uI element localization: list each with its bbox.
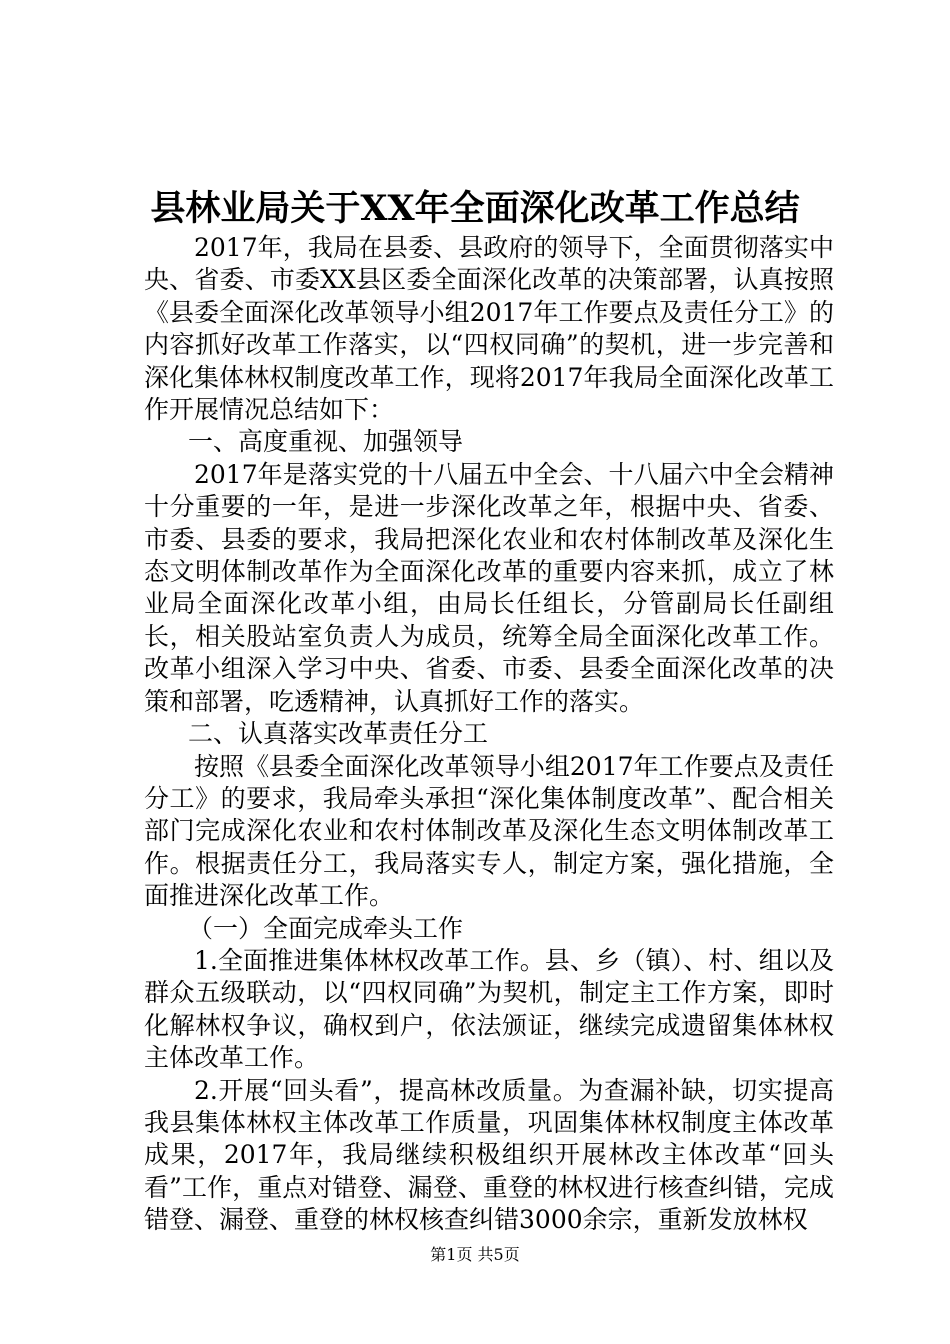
subsection-heading-1: （一）全面完成牵头工作: [188, 913, 464, 943]
paragraph-item-1: 1.全面推进集体林权改革工作。县、乡（镇）、村、组以及群众五级联动，以“四权同确”为契机，制定主工作方案，即时化解林权争议，确权到户，依法颁证，继续完成遗留集体林权主体改革工作。: [144, 945, 834, 1073]
page-number: 第1页 共5页: [430, 1245, 520, 1264]
paragraph-section-2: 按照《县委全面深化改革领导小组2017年工作要点及责任分工》的要求，我局牵头承担“深化集体制度改革”、配合相关部门完成深化农业和农村体制改革及深化生态文明体制改革工作。根据责任分工，我局落实专人，制定方案，强化措施，全面推进深化改革工作。: [144, 751, 834, 911]
paragraph-section-1: 2017年是落实党的十八届五中全会、十八届六中全会精神十分重要的一年，是进一步深化改革之年，根据中央、省委、市委、县委的要求，我局把深化农业和农村体制改革及深化生态文明体制改革作为全面深化改革的重要内容来抓，成立了林业局全面深化改革小组，由局长任组长，分管副局长任副组长，相关股站室负责人为成员，统筹全局全面深化改革工作。改革小组深入学习中央、省委、市委、县委全面深化改革的决策和部署，吃透精神，认真抓好工作的落实。: [144, 459, 834, 716]
section-heading-2: 二、认真落实改革责任分工: [188, 719, 489, 749]
paragraph-intro: 2017年，我局在县委、县政府的领导下，全面贯彻落实中央、省委、市委XX县区委全面深化改革的决策部署，认真按照《县委全面深化改革领导小组2017年工作要点及责任分工》的内容抓好改革工作落实，以“四权同确”的契机，进一步完善和深化集体林权制度改革工作，现将2017年我局全面深化改革工作开展情况总结如下：: [144, 233, 834, 425]
paragraph-item-2: 2.开展“回头看”，提高林改质量。为查漏补缺，切实提高我县集体林权主体改革工作质量，巩固集体林权制度主体改革成果，2017年，我局继续积极组织开展林改主体改革“回头看”工作，重点对错登、漏登、重登的林权进行核查纠错，完成错登、漏登、重登的林权核查纠错3000余宗，重新发放林权: [144, 1075, 834, 1235]
section-heading-1: 一、高度重视、加强领导: [188, 427, 464, 457]
document-title: 县林业局关于XX年全面深化改革工作总结: [150, 188, 800, 229]
document-body: [144, 232, 834, 1237]
